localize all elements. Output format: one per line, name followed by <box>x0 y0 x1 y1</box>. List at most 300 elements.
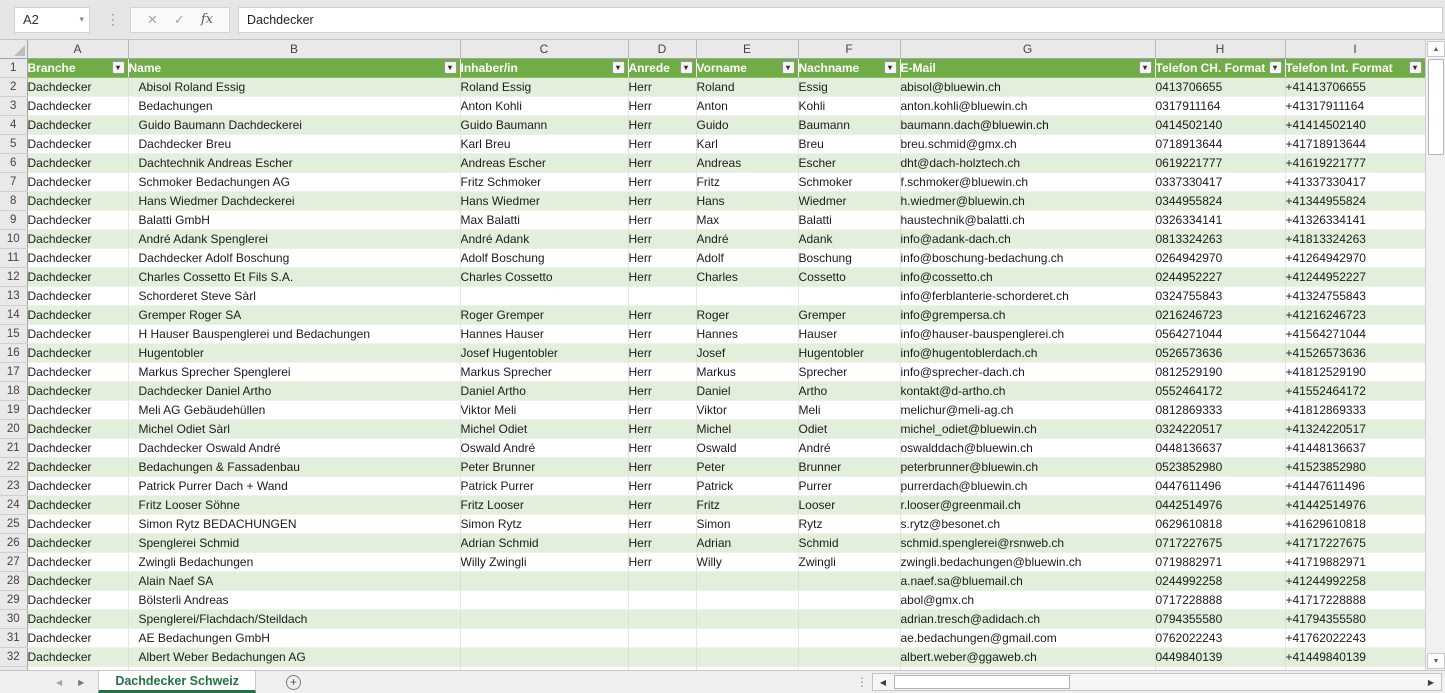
cell-H29[interactable]: 0717228888 <box>1155 591 1285 610</box>
cell-A9[interactable]: Dachdecker <box>27 211 128 230</box>
cell-F12[interactable]: Cossetto <box>798 268 900 287</box>
cell-I20[interactable]: +41324220517 <box>1285 420 1425 439</box>
cell-C2[interactable]: Roland Essig <box>460 78 628 97</box>
cell-H11[interactable]: 0264942970 <box>1155 249 1285 268</box>
cell-D8[interactable]: Herr <box>628 192 696 211</box>
column-header-C[interactable]: C <box>460 40 628 59</box>
header-cell-F1[interactable] <box>798 59 900 78</box>
cell-F31[interactable] <box>798 629 900 648</box>
cell-I15[interactable]: +41564271044 <box>1285 325 1425 344</box>
cell-H3[interactable]: 0317911164 <box>1155 97 1285 116</box>
cell-D9[interactable]: Herr <box>628 211 696 230</box>
cell-I5[interactable]: +41718913644 <box>1285 135 1425 154</box>
cell-C22[interactable]: Peter Brunner <box>460 458 628 477</box>
cell-F28[interactable] <box>798 572 900 591</box>
vertical-scroll-thumb[interactable] <box>1428 59 1444 155</box>
cell-F7[interactable]: Schmoker <box>798 173 900 192</box>
cell-H25[interactable]: 0629610818 <box>1155 515 1285 534</box>
cell-H7[interactable]: 0337330417 <box>1155 173 1285 192</box>
cell-G32[interactable]: albert.weber@ggaweb.ch <box>900 648 1155 667</box>
cell-B23[interactable]: Patrick Purrer Dach + Wand <box>128 477 460 496</box>
cell-B25[interactable]: Simon Rytz BEDACHUNGEN <box>128 515 460 534</box>
column-header-E[interactable]: E <box>696 40 798 59</box>
cell-E10[interactable]: André <box>696 230 798 249</box>
cell-G24[interactable]: r.looser@greenmail.ch <box>900 496 1155 515</box>
cell-B24[interactable]: Fritz Looser Söhne <box>128 496 460 515</box>
cell-G6[interactable]: dht@dach-holztech.ch <box>900 154 1155 173</box>
cell-E23[interactable]: Patrick <box>696 477 798 496</box>
cell-B29[interactable]: Bölsterli Andreas <box>128 591 460 610</box>
row-header-13[interactable]: 13 <box>0 287 27 306</box>
header-cell-C1[interactable] <box>460 59 628 78</box>
cell-D19[interactable]: Herr <box>628 401 696 420</box>
cell-H6[interactable]: 0619221777 <box>1155 154 1285 173</box>
cell-B19[interactable]: Meli AG Gebäudehüllen <box>128 401 460 420</box>
cell-C10[interactable]: André Adank <box>460 230 628 249</box>
cell-B18[interactable]: Dachdecker Daniel Artho <box>128 382 460 401</box>
cell-G12[interactable]: info@cossetto.ch <box>900 268 1155 287</box>
cell-A26[interactable]: Dachdecker <box>27 534 128 553</box>
cell-H4[interactable]: 0414502140 <box>1155 116 1285 135</box>
cell-B2[interactable]: Abisol Roland Essig <box>128 78 460 97</box>
cell-G11[interactable]: info@boschung-bedachung.ch <box>900 249 1155 268</box>
name-box-dropdown-icon[interactable]: ▾ <box>79 13 84 24</box>
cell-C24[interactable]: Fritz Looser <box>460 496 628 515</box>
header-cell-I1[interactable] <box>1285 59 1425 78</box>
column-header-G[interactable]: G <box>900 40 1155 59</box>
cell-I9[interactable]: +41326334141 <box>1285 211 1425 230</box>
row-header-24[interactable]: 24 <box>0 496 27 515</box>
cell-F11[interactable]: Boschung <box>798 249 900 268</box>
row-header-6[interactable]: 6 <box>0 154 27 173</box>
cell-F32[interactable] <box>798 648 900 667</box>
cell-I21[interactable]: +41448136637 <box>1285 439 1425 458</box>
cell-I31[interactable]: +41762022243 <box>1285 629 1425 648</box>
cell-E7[interactable]: Fritz <box>696 173 798 192</box>
cell-D30[interactable] <box>628 610 696 629</box>
cell-A6[interactable]: Dachdecker <box>27 154 128 173</box>
filter-button[interactable] <box>884 61 897 74</box>
cell-G13[interactable]: info@ferblanterie-schorderet.ch <box>900 287 1155 306</box>
cell-D10[interactable]: Herr <box>628 230 696 249</box>
cancel-icon[interactable]: ✕ <box>147 11 158 27</box>
cell-D2[interactable]: Herr <box>628 78 696 97</box>
header-cell-B1[interactable] <box>128 59 460 78</box>
row-header-11[interactable]: 11 <box>0 249 27 268</box>
cell-E16[interactable]: Josef <box>696 344 798 363</box>
cell-F10[interactable]: Adank <box>798 230 900 249</box>
cell-F27[interactable]: Zwingli <box>798 553 900 572</box>
cell-B17[interactable]: Markus Sprecher Spenglerei <box>128 363 460 382</box>
cell-D17[interactable]: Herr <box>628 363 696 382</box>
cell-D15[interactable]: Herr <box>628 325 696 344</box>
cell-F9[interactable]: Balatti <box>798 211 900 230</box>
cell-B14[interactable]: Gremper Roger SA <box>128 306 460 325</box>
cell-C19[interactable]: Viktor Meli <box>460 401 628 420</box>
cell-H2[interactable]: 0413706655 <box>1155 78 1285 97</box>
row-header-10[interactable]: 10 <box>0 230 27 249</box>
cell-I22[interactable]: +41523852980 <box>1285 458 1425 477</box>
cell-F19[interactable]: Meli <box>798 401 900 420</box>
cell-C17[interactable]: Markus Sprecher <box>460 363 628 382</box>
name-box[interactable] <box>14 7 90 33</box>
cell-G18[interactable]: kontakt@d-artho.ch <box>900 382 1155 401</box>
cell-I2[interactable]: +41413706655 <box>1285 78 1425 97</box>
cell-E26[interactable]: Adrian <box>696 534 798 553</box>
cell-H26[interactable]: 0717227675 <box>1155 534 1285 553</box>
cell-C26[interactable]: Adrian Schmid <box>460 534 628 553</box>
row-header-14[interactable]: 14 <box>0 306 27 325</box>
cell-F3[interactable]: Kohli <box>798 97 900 116</box>
cell-H31[interactable]: 0762022243 <box>1155 629 1285 648</box>
cell-A17[interactable]: Dachdecker <box>27 363 128 382</box>
cell-E2[interactable]: Roland <box>696 78 798 97</box>
cell-E31[interactable] <box>696 629 798 648</box>
cell-G15[interactable]: info@hauser-bauspenglerei.ch <box>900 325 1155 344</box>
cell-B7[interactable]: Schmoker Bedachungen AG <box>128 173 460 192</box>
cell-E8[interactable]: Hans <box>696 192 798 211</box>
cell-H27[interactable]: 0719882971 <box>1155 553 1285 572</box>
cell-F25[interactable]: Rytz <box>798 515 900 534</box>
cell-E12[interactable]: Charles <box>696 268 798 287</box>
cell-D31[interactable] <box>628 629 696 648</box>
cell-B28[interactable]: Alain Naef SA <box>128 572 460 591</box>
cell-B3[interactable]: Bedachungen <box>128 97 460 116</box>
cell-C21[interactable]: Oswald André <box>460 439 628 458</box>
cell-H19[interactable]: 0812869333 <box>1155 401 1285 420</box>
cell-G9[interactable]: haustechnik@balatti.ch <box>900 211 1155 230</box>
formula-input[interactable]: Dachdecker <box>238 7 1443 33</box>
cell-D3[interactable]: Herr <box>628 97 696 116</box>
cell-B20[interactable]: Michel Odiet Sàrl <box>128 420 460 439</box>
cell-B8[interactable]: Hans Wiedmer Dachdeckerei <box>128 192 460 211</box>
cell-I19[interactable]: +41812869333 <box>1285 401 1425 420</box>
cell-B27[interactable]: Zwingli Bedachungen <box>128 553 460 572</box>
filter-button[interactable] <box>112 61 125 74</box>
row-header-16[interactable]: 16 <box>0 344 27 363</box>
cell-D25[interactable]: Herr <box>628 515 696 534</box>
cell-C18[interactable]: Daniel Artho <box>460 382 628 401</box>
cell-H17[interactable]: 0812529190 <box>1155 363 1285 382</box>
cell-C25[interactable]: Simon Rytz <box>460 515 628 534</box>
cell-G19[interactable]: melichur@meli-ag.ch <box>900 401 1155 420</box>
cell-F20[interactable]: Odiet <box>798 420 900 439</box>
cell-F6[interactable]: Escher <box>798 154 900 173</box>
filter-button[interactable] <box>612 61 625 74</box>
sheet-nav-prev-icon[interactable]: ◀ <box>56 677 63 687</box>
cell-B13[interactable]: Schorderet Steve Sàrl <box>128 287 460 306</box>
cell-F26[interactable]: Schmid <box>798 534 900 553</box>
scroll-up-icon[interactable]: ▲ <box>1427 41 1445 57</box>
cell-H10[interactable]: 0813324263 <box>1155 230 1285 249</box>
cell-H5[interactable]: 0718913644 <box>1155 135 1285 154</box>
cell-D16[interactable]: Herr <box>628 344 696 363</box>
cell-B10[interactable]: André Adank Spenglerei <box>128 230 460 249</box>
scroll-right-icon[interactable]: ▶ <box>1427 678 1435 687</box>
row-header-25[interactable]: 25 <box>0 515 27 534</box>
cell-I7[interactable]: +41337330417 <box>1285 173 1425 192</box>
cell-H23[interactable]: 0447611496 <box>1155 477 1285 496</box>
sheet-tab-dachdecker-schweiz[interactable] <box>98 671 256 693</box>
cell-D14[interactable]: Herr <box>628 306 696 325</box>
cell-H28[interactable]: 0244992258 <box>1155 572 1285 591</box>
row-header-22[interactable]: 22 <box>0 458 27 477</box>
cell-C27[interactable]: Willy Zwingli <box>460 553 628 572</box>
cell-B6[interactable]: Dachtechnik Andreas Escher <box>128 154 460 173</box>
header-cell-A1[interactable] <box>27 59 128 78</box>
cell-F22[interactable]: Brunner <box>798 458 900 477</box>
cell-C13[interactable] <box>460 287 628 306</box>
filter-button[interactable] <box>782 61 795 74</box>
cell-A20[interactable]: Dachdecker <box>27 420 128 439</box>
cell-G14[interactable]: info@grempersa.ch <box>900 306 1155 325</box>
row-header-31[interactable]: 31 <box>0 629 27 648</box>
column-header-I[interactable]: I <box>1285 40 1425 59</box>
cell-E4[interactable]: Guido <box>696 116 798 135</box>
cell-I18[interactable]: +41552464172 <box>1285 382 1425 401</box>
cell-C9[interactable]: Max Balatti <box>460 211 628 230</box>
cell-I25[interactable]: +41629610818 <box>1285 515 1425 534</box>
cell-I24[interactable]: +41442514976 <box>1285 496 1425 515</box>
cell-F4[interactable]: Baumann <box>798 116 900 135</box>
cell-F8[interactable]: Wiedmer <box>798 192 900 211</box>
scroll-down-icon[interactable]: ▼ <box>1427 653 1445 669</box>
cell-I8[interactable]: +41344955824 <box>1285 192 1425 211</box>
insert-function-icon[interactable]: fx <box>200 12 213 27</box>
row-header-5[interactable]: 5 <box>0 135 27 154</box>
cell-G17[interactable]: info@sprecher-dach.ch <box>900 363 1155 382</box>
cell-H14[interactable]: 0216246723 <box>1155 306 1285 325</box>
cell-A13[interactable]: Dachdecker <box>27 287 128 306</box>
cell-E14[interactable]: Roger <box>696 306 798 325</box>
cell-C6[interactable]: Andreas Escher <box>460 154 628 173</box>
cell-D20[interactable]: Herr <box>628 420 696 439</box>
cell-H22[interactable]: 0523852980 <box>1155 458 1285 477</box>
cell-I13[interactable]: +41324755843 <box>1285 287 1425 306</box>
row-header-8[interactable]: 8 <box>0 192 27 211</box>
row-header-12[interactable]: 12 <box>0 268 27 287</box>
cell-G22[interactable]: peterbrunner@bluewin.ch <box>900 458 1155 477</box>
cell-B22[interactable]: Bedachungen & Fassadenbau <box>128 458 460 477</box>
cell-I14[interactable]: +41216246723 <box>1285 306 1425 325</box>
cell-A16[interactable]: Dachdecker <box>27 344 128 363</box>
filter-button[interactable] <box>444 61 457 74</box>
cell-D21[interactable]: Herr <box>628 439 696 458</box>
cell-E29[interactable] <box>696 591 798 610</box>
cell-C15[interactable]: Hannes Hauser <box>460 325 628 344</box>
enter-icon[interactable]: ✓ <box>173 11 185 27</box>
cell-I29[interactable]: +41717228888 <box>1285 591 1425 610</box>
row-header-3[interactable]: 3 <box>0 97 27 116</box>
row-header-7[interactable]: 7 <box>0 173 27 192</box>
cell-D26[interactable]: Herr <box>628 534 696 553</box>
cell-A31[interactable]: Dachdecker <box>27 629 128 648</box>
cell-C14[interactable]: Roger Gremper <box>460 306 628 325</box>
cell-A3[interactable]: Dachdecker <box>27 97 128 116</box>
cell-B31[interactable]: AE Bedachungen GmbH <box>128 629 460 648</box>
cell-F16[interactable]: Hugentobler <box>798 344 900 363</box>
cell-G28[interactable]: a.naef.sa@bluemail.ch <box>900 572 1155 591</box>
cell-G29[interactable]: abol@gmx.ch <box>900 591 1155 610</box>
cell-D13[interactable] <box>628 287 696 306</box>
cell-H32[interactable]: 0449840139 <box>1155 648 1285 667</box>
cell-A2[interactable]: Dachdecker <box>27 78 128 97</box>
cell-D29[interactable] <box>628 591 696 610</box>
cell-I10[interactable]: +41813324263 <box>1285 230 1425 249</box>
cell-H8[interactable]: 0344955824 <box>1155 192 1285 211</box>
cell-I30[interactable]: +41794355580 <box>1285 610 1425 629</box>
cell-G30[interactable]: adrian.tresch@adidach.ch <box>900 610 1155 629</box>
cell-G3[interactable]: anton.kohli@bluewin.ch <box>900 97 1155 116</box>
cell-I23[interactable]: +41447611496 <box>1285 477 1425 496</box>
cell-C31[interactable] <box>460 629 628 648</box>
cell-E24[interactable]: Fritz <box>696 496 798 515</box>
cell-A28[interactable]: Dachdecker <box>27 572 128 591</box>
cell-H18[interactable]: 0552464172 <box>1155 382 1285 401</box>
cell-B21[interactable]: Dachdecker Oswald André <box>128 439 460 458</box>
cell-E27[interactable]: Willy <box>696 553 798 572</box>
cell-G4[interactable]: baumann.dach@bluewin.ch <box>900 116 1155 135</box>
cell-A24[interactable]: Dachdecker <box>27 496 128 515</box>
cell-B30[interactable]: Spenglerei/Flachdach/Steildach <box>128 610 460 629</box>
cell-C11[interactable]: Adolf Boschung <box>460 249 628 268</box>
cell-C28[interactable] <box>460 572 628 591</box>
header-cell-H1[interactable] <box>1155 59 1285 78</box>
cell-I16[interactable]: +41526573636 <box>1285 344 1425 363</box>
cell-A25[interactable]: Dachdecker <box>27 515 128 534</box>
cell-B32[interactable]: Albert Weber Bedachungen AG <box>128 648 460 667</box>
cell-D24[interactable]: Herr <box>628 496 696 515</box>
cell-F23[interactable]: Purrer <box>798 477 900 496</box>
cell-G8[interactable]: h.wiedmer@bluewin.ch <box>900 192 1155 211</box>
cell-C23[interactable]: Patrick Purrer <box>460 477 628 496</box>
cell-D11[interactable]: Herr <box>628 249 696 268</box>
tab-scrollbar-splitter[interactable]: ⋮ <box>856 675 868 689</box>
cell-A5[interactable]: Dachdecker <box>27 135 128 154</box>
cell-B5[interactable]: Dachdecker Breu <box>128 135 460 154</box>
row-header-30[interactable]: 30 <box>0 610 27 629</box>
cell-F24[interactable]: Looser <box>798 496 900 515</box>
cell-E22[interactable]: Peter <box>696 458 798 477</box>
row-header-21[interactable]: 21 <box>0 439 27 458</box>
cell-D27[interactable]: Herr <box>628 553 696 572</box>
cell-E6[interactable]: Andreas <box>696 154 798 173</box>
cell-C20[interactable]: Michel Odiet <box>460 420 628 439</box>
cell-A11[interactable]: Dachdecker <box>27 249 128 268</box>
row-header-15[interactable]: 15 <box>0 325 27 344</box>
filter-button[interactable] <box>680 61 693 74</box>
cell-A19[interactable]: Dachdecker <box>27 401 128 420</box>
cell-C4[interactable]: Guido Baumann <box>460 116 628 135</box>
cell-C16[interactable]: Josef Hugentobler <box>460 344 628 363</box>
cell-C30[interactable] <box>460 610 628 629</box>
cell-E15[interactable]: Hannes <box>696 325 798 344</box>
cell-H15[interactable]: 0564271044 <box>1155 325 1285 344</box>
cell-E17[interactable]: Markus <box>696 363 798 382</box>
cell-E11[interactable]: Adolf <box>696 249 798 268</box>
cell-H9[interactable]: 0326334141 <box>1155 211 1285 230</box>
cell-F5[interactable]: Breu <box>798 135 900 154</box>
cell-G2[interactable]: abisol@bluewin.ch <box>900 78 1155 97</box>
cell-H12[interactable]: 0244952227 <box>1155 268 1285 287</box>
cell-B9[interactable]: Balatti GmbH <box>128 211 460 230</box>
cell-F2[interactable]: Essig <box>798 78 900 97</box>
cell-I4[interactable]: +41414502140 <box>1285 116 1425 135</box>
row-header-20[interactable]: 20 <box>0 420 27 439</box>
cell-E18[interactable]: Daniel <box>696 382 798 401</box>
cell-H16[interactable]: 0526573636 <box>1155 344 1285 363</box>
cell-B15[interactable]: H Hauser Bauspenglerei und Bedachungen <box>128 325 460 344</box>
cell-E32[interactable] <box>696 648 798 667</box>
column-header-F[interactable]: F <box>798 40 900 59</box>
row-header-26[interactable]: 26 <box>0 534 27 553</box>
column-header-H[interactable]: H <box>1155 40 1285 59</box>
row-header-17[interactable]: 17 <box>0 363 27 382</box>
cell-F15[interactable]: Hauser <box>798 325 900 344</box>
cell-G31[interactable]: ae.bedachungen@gmail.com <box>900 629 1155 648</box>
cell-F14[interactable]: Gremper <box>798 306 900 325</box>
cell-G20[interactable]: michel_odiet@bluewin.ch <box>900 420 1155 439</box>
cell-G27[interactable]: zwingli.bedachungen@bluewin.ch <box>900 553 1155 572</box>
cell-E25[interactable]: Simon <box>696 515 798 534</box>
cell-E30[interactable] <box>696 610 798 629</box>
cell-A10[interactable]: Dachdecker <box>27 230 128 249</box>
cell-D12[interactable]: Herr <box>628 268 696 287</box>
filter-button[interactable] <box>1139 61 1152 74</box>
row-header-19[interactable]: 19 <box>0 401 27 420</box>
header-cell-G1[interactable] <box>900 59 1155 78</box>
cell-I27[interactable]: +41719882971 <box>1285 553 1425 572</box>
horizontal-scrollbar[interactable] <box>872 673 1442 691</box>
cell-I17[interactable]: +41812529190 <box>1285 363 1425 382</box>
cell-A18[interactable]: Dachdecker <box>27 382 128 401</box>
row-header-2[interactable]: 2 <box>0 78 27 97</box>
cell-E3[interactable]: Anton <box>696 97 798 116</box>
row-header-23[interactable]: 23 <box>0 477 27 496</box>
cell-B26[interactable]: Spenglerei Schmid <box>128 534 460 553</box>
cell-G26[interactable]: schmid.spenglerei@rsnweb.ch <box>900 534 1155 553</box>
cell-E28[interactable] <box>696 572 798 591</box>
cell-C32[interactable] <box>460 648 628 667</box>
cell-D6[interactable]: Herr <box>628 154 696 173</box>
row-header-28[interactable]: 28 <box>0 572 27 591</box>
cell-F21[interactable]: André <box>798 439 900 458</box>
cell-E5[interactable]: Karl <box>696 135 798 154</box>
filter-button[interactable] <box>1409 61 1422 74</box>
vertical-scrollbar[interactable] <box>1425 40 1445 670</box>
cell-C7[interactable]: Fritz Schmoker <box>460 173 628 192</box>
row-header-32[interactable]: 32 <box>0 648 27 667</box>
cell-I6[interactable]: +41619221777 <box>1285 154 1425 173</box>
add-sheet-button[interactable] <box>286 675 301 690</box>
cell-C12[interactable]: Charles Cossetto <box>460 268 628 287</box>
row-header-29[interactable]: 29 <box>0 591 27 610</box>
cell-B16[interactable]: Hugentobler <box>128 344 460 363</box>
cell-I12[interactable]: +41244952227 <box>1285 268 1425 287</box>
cell-I26[interactable]: +41717227675 <box>1285 534 1425 553</box>
cell-A27[interactable]: Dachdecker <box>27 553 128 572</box>
cell-G23[interactable]: purrerdach@bluewin.ch <box>900 477 1155 496</box>
cell-C29[interactable] <box>460 591 628 610</box>
column-header-D[interactable]: D <box>628 40 696 59</box>
column-header-A[interactable]: A <box>27 40 128 59</box>
cell-I28[interactable]: +41244992258 <box>1285 572 1425 591</box>
cell-E20[interactable]: Michel <box>696 420 798 439</box>
cell-A7[interactable]: Dachdecker <box>27 173 128 192</box>
cell-F13[interactable] <box>798 287 900 306</box>
cell-D7[interactable]: Herr <box>628 173 696 192</box>
filter-button[interactable] <box>1269 61 1282 74</box>
